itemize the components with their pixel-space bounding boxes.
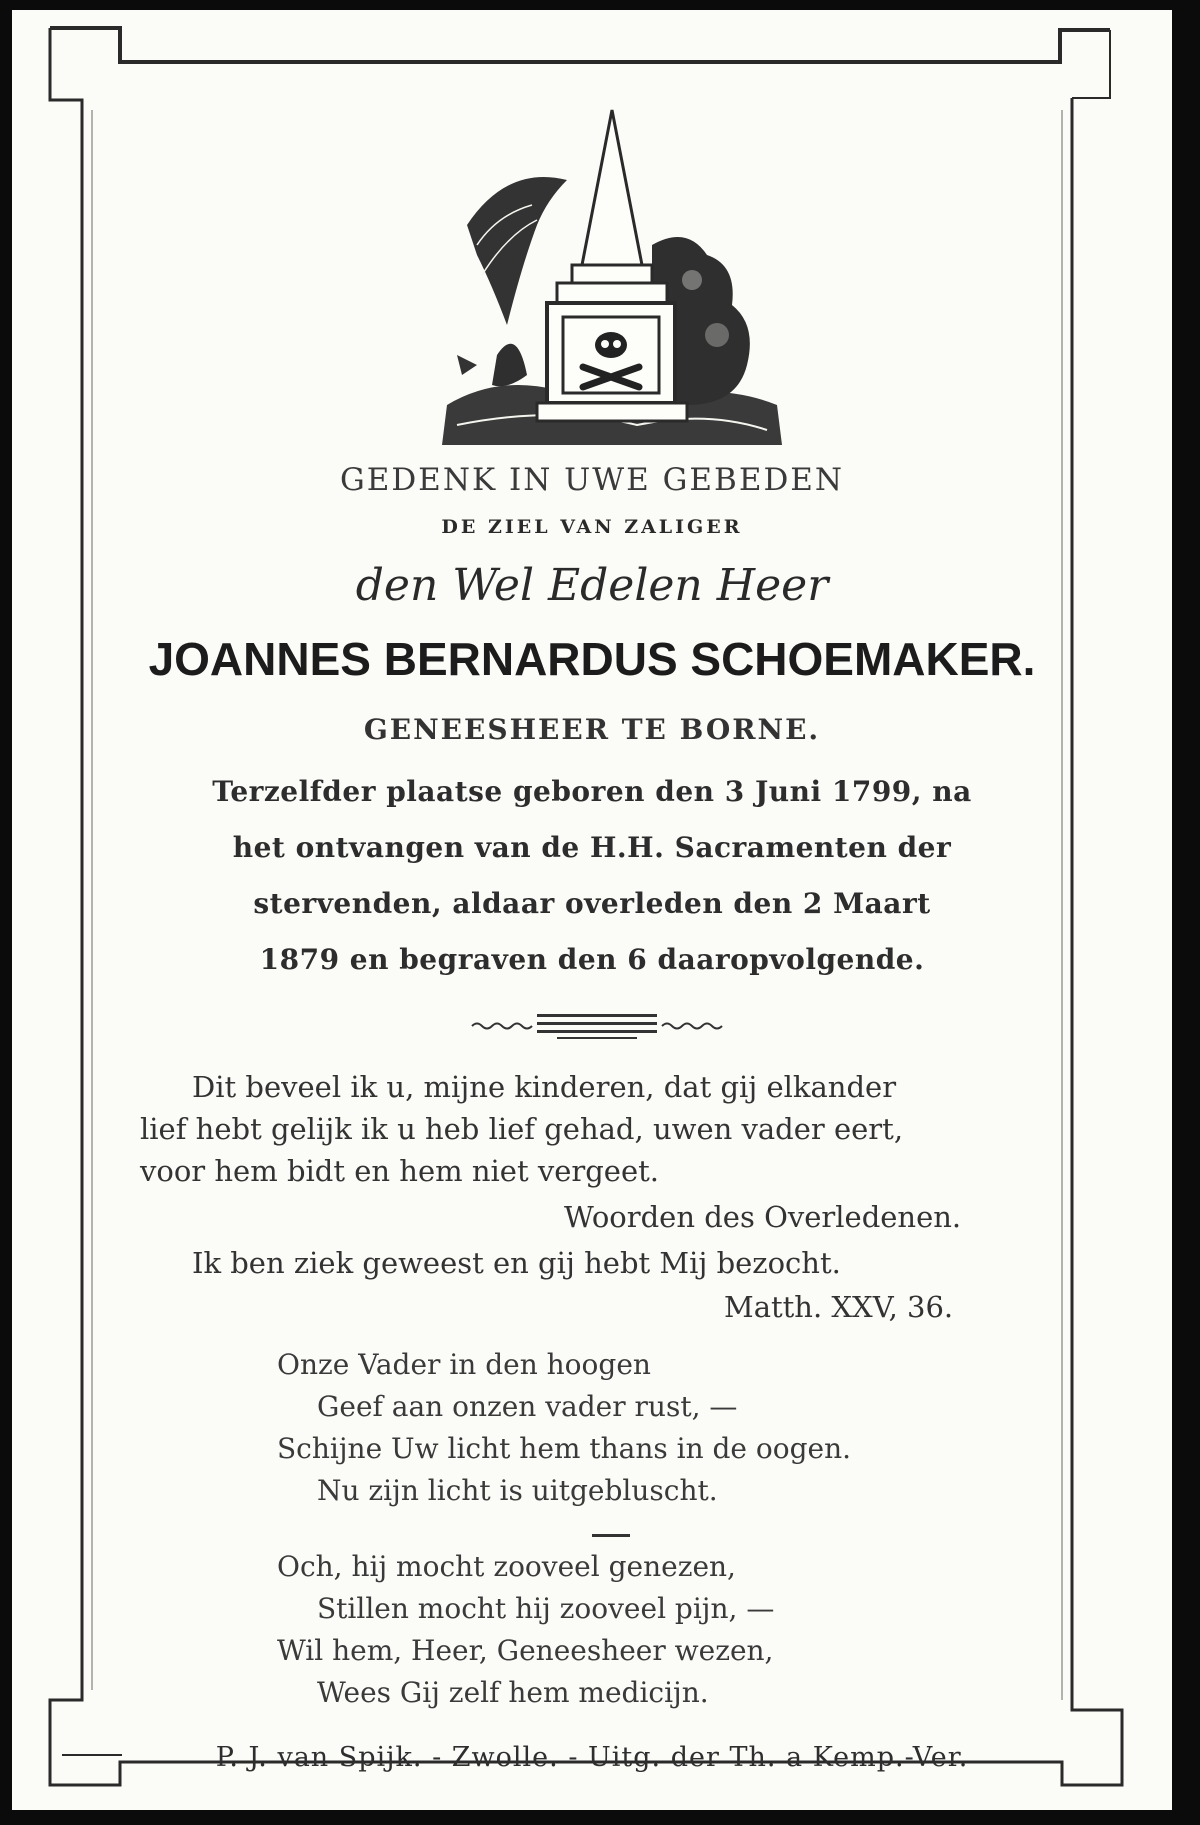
poem-line: Stillen mocht hij zooveel pijn, —	[317, 1592, 775, 1625]
biography-line: stervenden, aldaar overleden den 2 Maart	[253, 887, 931, 920]
deceased-name: JOANNES BERNARDUS SCHOEMAKER.	[148, 633, 1036, 685]
poem-line: Onze Vader in den hoogen	[277, 1348, 651, 1381]
quote-line: Dit beveel ik u, mijne kinderen, dat gij elkander	[192, 1070, 897, 1104]
memorial-obelisk-skull-icon	[437, 105, 787, 455]
poem-line: Och, hij mocht zooveel genezen,	[277, 1550, 736, 1583]
quote-line: voor hem bidt en hem niet vergeet.	[140, 1154, 659, 1188]
printer-imprint: P. J. van Spijk. - Zwolle. - Uitg. der Th. a Kemp.-Ver.	[215, 1742, 969, 1773]
bible-reference: Matth. XXV, 36.	[724, 1290, 954, 1324]
bible-quote: Ik ben ziek geweest en gij hebt Mij bezocht.	[192, 1246, 841, 1280]
quote-line: lief hebt gelijk ik u heb lief gehad, uwen vader eert,	[140, 1112, 904, 1146]
quote-attribution: Woorden des Overledenen.	[564, 1200, 962, 1234]
poem-line: Wees Gij zelf hem medicijn.	[317, 1676, 709, 1709]
poem-line: Nu zijn licht is uitgebluscht.	[317, 1474, 718, 1507]
stanza-divider	[592, 1534, 630, 1537]
biography-line: het ontvangen van de H.H. Sacramenten der	[232, 831, 952, 864]
biography-line: Terzelfder plaatse geboren den 3 Juni 1799, na	[212, 775, 972, 808]
poem-line: Geef aan onzen vader rust, —	[317, 1390, 738, 1423]
ornamental-divider-icon	[467, 1008, 727, 1044]
profession: GENEESHEER TE BORNE.	[363, 713, 821, 746]
memorial-card	[12, 10, 1172, 1810]
biography-line: 1879 en begraven den 6 daaropvolgende.	[259, 943, 925, 976]
heading: GEDENK IN UWE GEBEDEN	[339, 462, 845, 498]
subheading: DE ZIEL VAN ZALIGER	[441, 516, 743, 538]
poem-line: Schijne Uw licht hem thans in de oogen.	[277, 1432, 852, 1465]
poem-line: Wil hem, Heer, Geneesheer wezen,	[277, 1634, 774, 1667]
honorific: den Wel Edelen Heer	[355, 560, 829, 611]
